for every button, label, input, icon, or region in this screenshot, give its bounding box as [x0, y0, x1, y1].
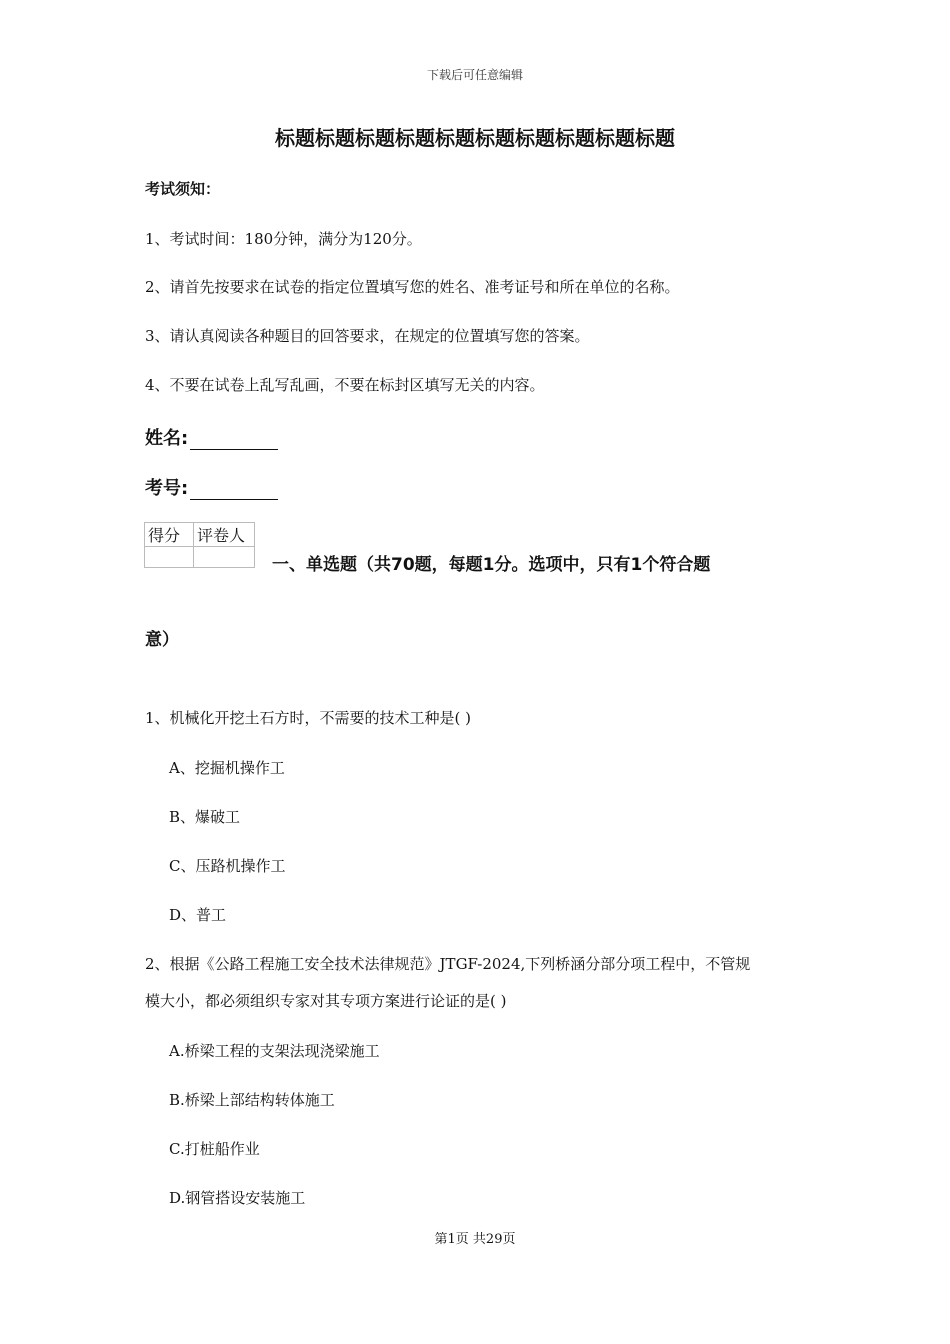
question-stem: 2、根据《公路工程施工安全技术法律规范》JTGF-2024,下列桥涵分部分项工程中，不管规 — [145, 955, 751, 973]
question-option: A.桥梁工程的支架法现浇梁施工 — [169, 1042, 380, 1060]
score-header: 得分 — [145, 523, 194, 547]
header-note: 下载后可任意编辑 — [426, 68, 523, 82]
notice-rule: 2、请首先按要求在试卷的指定位置填写您的姓名、准考证号和所在单位的名称。 — [145, 278, 680, 296]
question-stem-continued: 模大小，都必须组织专家对其专项方案进行论证的是( ) — [145, 992, 507, 1010]
question-option: D.钢管搭设安装施工 — [169, 1189, 306, 1207]
notice-heading: 考试须知： — [145, 180, 221, 198]
notice-rule: 4、不要在试卷上乱写乱画，不要在标封区填写无关的内容。 — [145, 376, 545, 394]
page-footer: 第1页 共29页 — [434, 1232, 516, 1247]
question-option: A、挖掘机操作工 — [169, 759, 285, 777]
question-stem: 1、机械化开挖土石方时，不需要的技术工种是( ) — [145, 709, 472, 727]
name-field — [145, 424, 278, 450]
grader-cell[interactable] — [194, 547, 255, 568]
question-option: D、普工 — [169, 906, 227, 924]
exam-number-label: 考号: — [145, 478, 189, 499]
question-option: C、压路机操作工 — [169, 857, 286, 875]
section-title: 一、单选题（共70题，每题1分。选项中，只有1个符合题 — [272, 555, 711, 575]
score-table — [144, 522, 255, 568]
question-option: C.打桩船作业 — [169, 1140, 260, 1158]
section-title-continued: 意） — [145, 630, 179, 650]
exam-number-blank-line[interactable] — [190, 481, 278, 500]
question-option: B.桥梁上部结构转体施工 — [169, 1091, 335, 1109]
exam-number-field — [145, 474, 278, 500]
document-title: 标题标题标题标题标题标题标题标题标题标题 — [275, 126, 675, 150]
question-option: B、爆破工 — [169, 808, 241, 826]
notice-rule: 3、请认真阅读各种题目的回答要求，在规定的位置填写您的答案。 — [145, 327, 590, 345]
grader-header: 评卷人 — [194, 523, 255, 547]
name-label: 姓名: — [145, 428, 189, 449]
score-cell[interactable] — [145, 547, 194, 568]
name-blank-line[interactable] — [190, 431, 278, 450]
notice-rule: 1、考试时间：180分钟，满分为120分。 — [145, 230, 422, 248]
